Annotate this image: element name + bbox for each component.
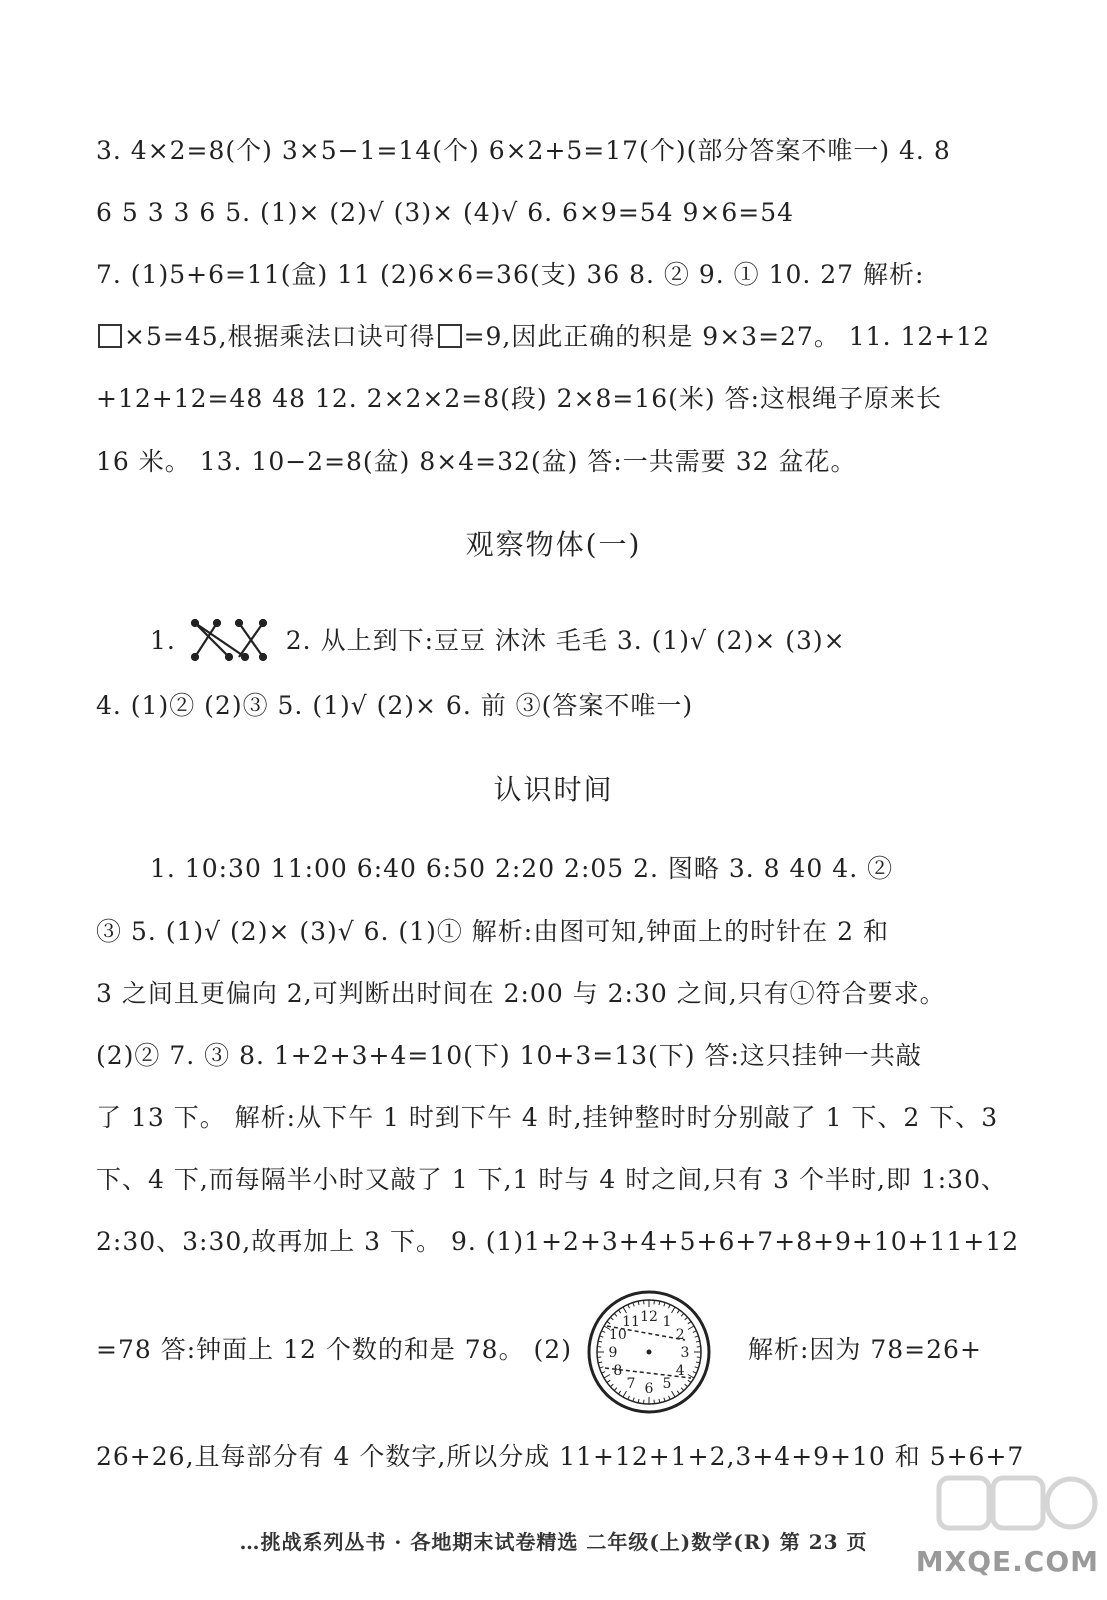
- clock-number: 10: [608, 1327, 627, 1343]
- answer-line: 3 之间且更偏向 2,可判断出时间在 2:00 与 2:30 之间,只有①符合要求。: [96, 979, 946, 1008]
- clock-number: 11: [622, 1313, 640, 1330]
- clock-number: 12: [640, 1309, 658, 1325]
- section-title: 认识时间: [493, 773, 614, 806]
- answer-line: (2)② 7. ③ 8. 1+2+3+4=10(下) 10+3=13(下) 答:这只挂钟一共敲: [96, 1041, 922, 1070]
- answer-line: 26+26,且每部分有 4 个数字,所以分成 11+12+1+2,3+4+9+10 和 5+6+7: [96, 1442, 1025, 1471]
- answer-line: ③ 5. (1)√ (2)× (3)√ 6. (1)① 解析:由图可知,钟面上的时针在 2 和: [96, 917, 889, 946]
- answer-line: 6 5 3 3 6 5. (1)× (2)√ (3)× (4)√ 6. 6×9=54 9×6=54: [96, 198, 795, 227]
- answer-text: ×5=45,根据乘法口诀可得: [124, 322, 436, 351]
- clock-number: 3: [680, 1345, 690, 1361]
- clock-number: 9: [608, 1345, 618, 1361]
- answer-line: [150, 617, 1017, 663]
- answer-line: 下、4 下,而每隔半小时又敲了 1 下,1 时与 4 时之间,只有 3 个半时,即 1:30、: [96, 1165, 1007, 1194]
- answer-line: 7. (1)5+6=11(盒) 11 (2)6×6=36(支) 36 8. ② 9. ① 10. 27 解析:: [96, 260, 925, 289]
- answer-line: =78 答:钟面上 12 个数的和是 78。 (2): [96, 1335, 572, 1364]
- clock-number: 6: [644, 1381, 654, 1397]
- watermark-text: MXQE.COM: [915, 1545, 1099, 1578]
- answer-line: 16 米。 13. 10−2=8(盆) 8×4=32(盆) 答:一共需要 32 盆花。: [96, 447, 857, 476]
- answer-line: [96, 320, 1017, 354]
- answer-text: 2. 从上到下:豆豆 沐沐 毛毛 3. (1)√ (2)× (3)×: [285, 626, 846, 655]
- answer-line: 4. (1)② (2)③ 5. (1)√ (2)× 6. 前 ③(答案不唯一): [96, 691, 694, 720]
- clock-number: 5: [662, 1376, 672, 1393]
- answer-line: 2:30、3:30,故再加上 3 下。 9. (1)1+2+3+4+5+6+7+8+9+10+11+12: [96, 1227, 1020, 1256]
- page-footer: …挑战系列丛书 · 各地期末试卷精选 二年级(上)数学(R) 第 23 页: [239, 1530, 868, 1554]
- answer-line: 解析:因为 78=26+: [748, 1335, 982, 1364]
- blank-box-icon: [438, 324, 462, 348]
- answer-line: 了 13 下。 解析:从下午 1 时到下午 4 时,挂钟整时时分别敲了 1 下、2 下、3: [96, 1103, 999, 1132]
- answer-line: 1. 10:30 11:00 6:40 6:50 2:20 2:05 2. 图略 3. 8 40 4. ②: [150, 854, 894, 883]
- matching-lines-icon: [189, 617, 269, 663]
- blank-box-icon: [98, 324, 122, 348]
- answer-text: =9,因此正确的积是 9×3=27。 11. 12+12: [463, 322, 991, 351]
- clock-number: 2: [675, 1327, 685, 1343]
- clock-number: 7: [626, 1376, 636, 1393]
- clock-number: 4: [675, 1363, 685, 1379]
- answer-text: 1.: [150, 626, 176, 655]
- section-title: 观察物体(一): [465, 528, 642, 561]
- answer-line: +12+12=48 48 12. 2×2×2=8(段) 2×8=16(米) 答:这根绳子原来长: [96, 384, 942, 413]
- answer-line: 3. 4×2=8(个) 3×5−1=14(个) 6×2+5=17(个)(部分答案不唯一) 4. 8: [96, 136, 951, 165]
- clock-number: 8: [613, 1363, 623, 1379]
- clock-face-icon: [585, 1288, 713, 1416]
- clock-number: 1: [662, 1313, 672, 1330]
